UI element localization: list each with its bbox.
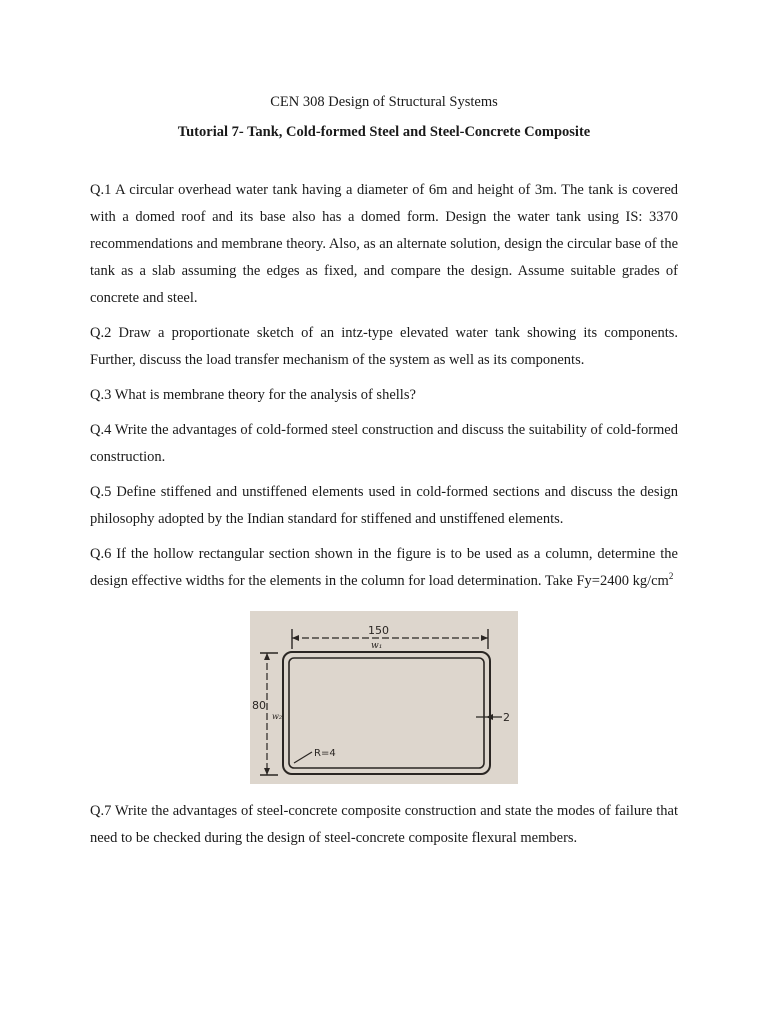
height-label: 80 (252, 699, 266, 712)
question-7: Q.7 Write the advantages of steel-concrete composite construction and state the modes of failure that need to be checked during the design of steel-concrete composite flexural members. (90, 803, 678, 846)
height-symbol: w₂ (272, 712, 283, 721)
course-title: CEN 308 Design of Structural Systems (270, 94, 498, 110)
thickness-label: 2 (503, 711, 510, 724)
question-1: Q.1 A circular overhead water tank having a diameter of 6m and height of 3m. The tank is covered with a domed roof and its base also has a domed form. Design the water tank using IS: 3370 recommendations and membrane theory. Also, as an alternate solution, design the circular base of the tank as a slab assuming the edges as fixed, and compare the design. Assume suitable grades of concrete and steel. (90, 182, 678, 306)
tutorial-title: Tutorial 7- Tank, Cold-formed Steel and Steel-Concrete Composite (177, 124, 591, 140)
question-list (90, 177, 678, 860)
question-4: Q.4 Write the advantages of cold-formed steel construction and discuss the suitability of cold-formed construction. (90, 422, 678, 465)
question-2: Q.2 Draw a proportionate sketch of an intz-type elevated water tank showing its components. Further, discuss the load transfer mechanism of the system as well as its components. (90, 325, 678, 368)
radius-label: R=4 (314, 748, 336, 759)
question-6-text: Q.6 If the hollow rectangular section shown in the figure is to be used as a column, determine the design effective widths for the elements in the column for load determination. Take Fy=2400 kg/cm (90, 546, 678, 589)
width-label: 150 (368, 624, 389, 637)
question-5: Q.5 Define stiffened and unstiffened elements used in cold-formed sections and discuss the design philosophy adopted by the Indian standard for stiffened and unstiffened elements. (90, 484, 678, 527)
question-6-superscript: 2 (668, 571, 674, 582)
question-3: Q.3 What is membrane theory for the analysis of shells? (90, 387, 416, 403)
width-symbol: w₁ (371, 641, 383, 651)
question-6 (90, 541, 678, 595)
hollow-section-drawing (250, 611, 518, 784)
hollow-section-figure (250, 611, 518, 784)
